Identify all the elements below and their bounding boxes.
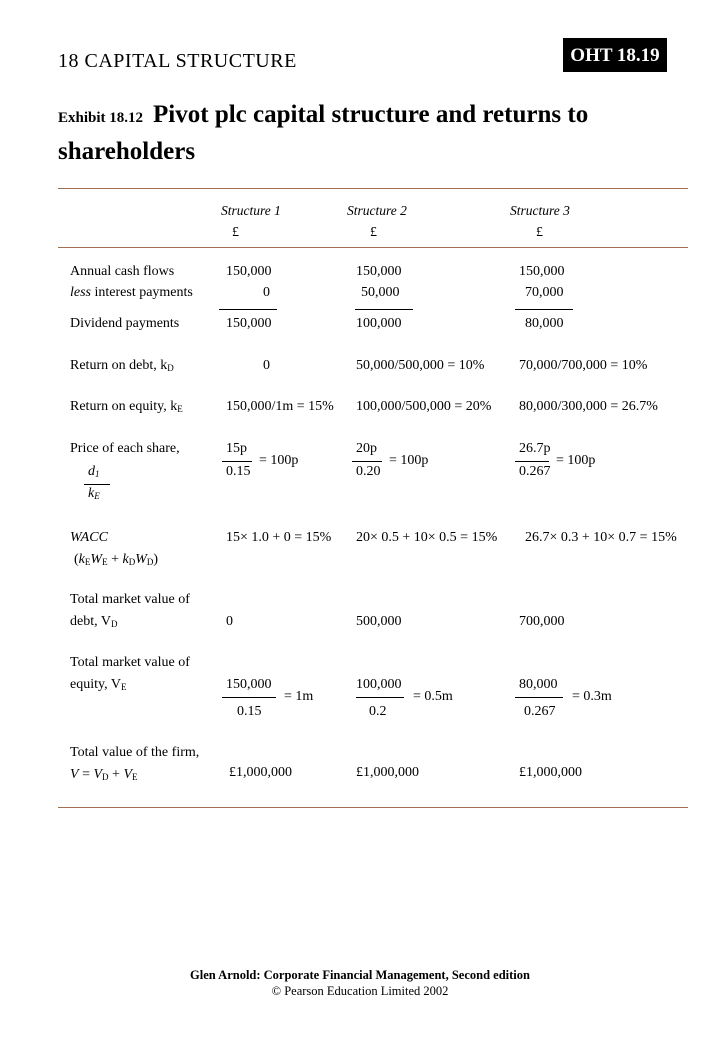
interest-label: interest payments [91,285,193,300]
share-price-result-2: = 100p [389,453,429,468]
firm-value-1: £1,000,000 [229,765,292,780]
return-equity-label: Return on equity, k [70,399,178,414]
equity-num-1: 150,000 [226,677,272,692]
return-equity-1: 150,000/1m = 15% [226,399,334,414]
row-label-cash-flows: Annual cash flows [70,264,175,279]
row-label-dividend: Dividend payments [70,316,180,331]
share-price-num-2: 20p [356,441,377,456]
dividend-3: 80,000 [525,316,564,331]
formula-numerator [88,464,100,480]
formula-fraction-line [84,484,110,485]
less-word: less [70,285,91,300]
share-price-num-1: 15p [226,441,247,456]
formula-k-sub: E [94,491,100,501]
share-price-den-2: 0.20 [356,464,381,479]
debt-value-1: 0 [226,614,233,629]
equity-result-3: = 0.3m [572,689,612,704]
row-label-wacc: WACC [70,530,108,545]
currency-3: £ [536,225,543,240]
exhibit-label: Exhibit 18.12 [58,110,144,126]
equity-den-2: 0.2 [369,704,387,719]
row-label-interest [70,285,193,301]
row-label-firm-value-2: $V = V_D + V_E$ [70,767,138,782]
wacc-3: 26.7× 0.3 + 10× 0.7 = 15% [525,530,677,545]
footer-citation: Glen Arnold: Corporate Financial Management, Second edition [190,968,530,982]
table-top-rule [58,188,688,189]
exhibit-title-block [58,98,658,168]
debt-value-3: 700,000 [519,614,565,629]
table-bottom-rule [58,807,688,808]
currency-2: £ [370,225,377,240]
share-price-line-3 [515,461,549,462]
subtotal-line-2 [355,309,413,310]
return-equity-3: 80,000/300,000 = 26.7% [519,399,658,414]
interest-2: 50,000 [361,285,400,300]
row-label-equity-value-1: Total market value of [70,655,190,670]
equity-value-label: equity, V [70,677,121,692]
firm-value-2: £1,000,000 [356,765,419,780]
row-label-debt-value-2 [70,614,117,630]
currency-1: £ [232,225,239,240]
column-header-2: Structure 2 [347,203,407,218]
wacc-formula: $(k_EW_E + k_DW_D)$ [74,552,159,567]
debt-value-2: 500,000 [356,614,402,629]
dividend-1: 150,000 [226,316,272,331]
column-header-3: Structure 3 [510,203,570,218]
debt-value-sub: D [110,619,118,629]
wacc-2: 20× 0.5 + 10× 0.5 = 15% [356,530,498,545]
debt-value-label: debt, V [70,614,111,629]
equity-den-3: 0.267 [524,704,556,719]
formula-d: d [88,464,95,479]
share-price-den-1: 0.15 [226,464,251,479]
subtotal-line-3 [515,309,573,310]
equity-num-3: 80,000 [519,677,558,692]
equity-num-2: 100,000 [356,677,402,692]
interest-1: 0 [263,285,270,300]
row-label-return-debt [70,358,174,374]
return-debt-1: 0 [263,358,270,373]
equity-result-2: = 0.5m [413,689,453,704]
oht-badge: OHT 18.19 [563,38,667,72]
chapter-heading: 18 CAPITAL STRUCTURE [58,50,297,72]
return-debt-label: Return on debt, k [70,358,168,373]
return-equity-sub: E [177,404,183,414]
row-label-return-equity [70,399,183,415]
row-label-firm-value-1: Total value of the firm, [70,745,200,760]
equity-result-1: = 1m [284,689,314,704]
return-equity-2: 100,000/500,000 = 20% [356,399,492,414]
equity-den-1: 0.15 [237,704,262,719]
share-price-result-3: = 100p [556,453,596,468]
column-header-1: Structure 1 [221,203,281,218]
share-price-den-3: 0.267 [519,464,551,479]
row-label-debt-value-1: Total market value of [70,592,190,607]
interest-3: 70,000 [525,285,564,300]
share-price-num-3: 26.7p [519,441,551,456]
subtotal-line-1 [219,309,277,310]
row-label-equity-value-2 [70,677,126,693]
cash-flow-3: 150,000 [519,264,565,279]
share-price-result-1: = 100p [259,453,299,468]
cash-flow-1: 150,000 [226,264,272,279]
formula-k: k [88,486,95,501]
return-debt-3: 70,000/700,000 = 10% [519,358,648,373]
wacc-1: 15× 1.0 + 0 = 15% [226,530,332,545]
share-price-line-1 [222,461,252,462]
formula-d-sub: 1 [95,469,100,479]
equity-line-2 [356,697,404,698]
header-bottom-rule [58,247,688,248]
return-debt-2: 50,000/500,000 = 10% [356,358,485,373]
share-price-line-2 [352,461,382,462]
equity-value-sub: E [120,682,127,692]
equity-line-1 [222,697,276,698]
exhibit-title: Pivot plc capital structure and returns to shareholders [58,101,589,165]
cash-flow-2: 150,000 [356,264,402,279]
row-label-share-price: Price of each share, [70,441,180,456]
formula-denominator [88,486,100,502]
dividend-2: 100,000 [356,316,402,331]
equity-line-3 [515,697,563,698]
firm-value-3: £1,000,000 [519,765,582,780]
footer-copyright: © Pearson Education Limited 2002 [271,984,449,998]
return-debt-sub: D [167,363,174,373]
